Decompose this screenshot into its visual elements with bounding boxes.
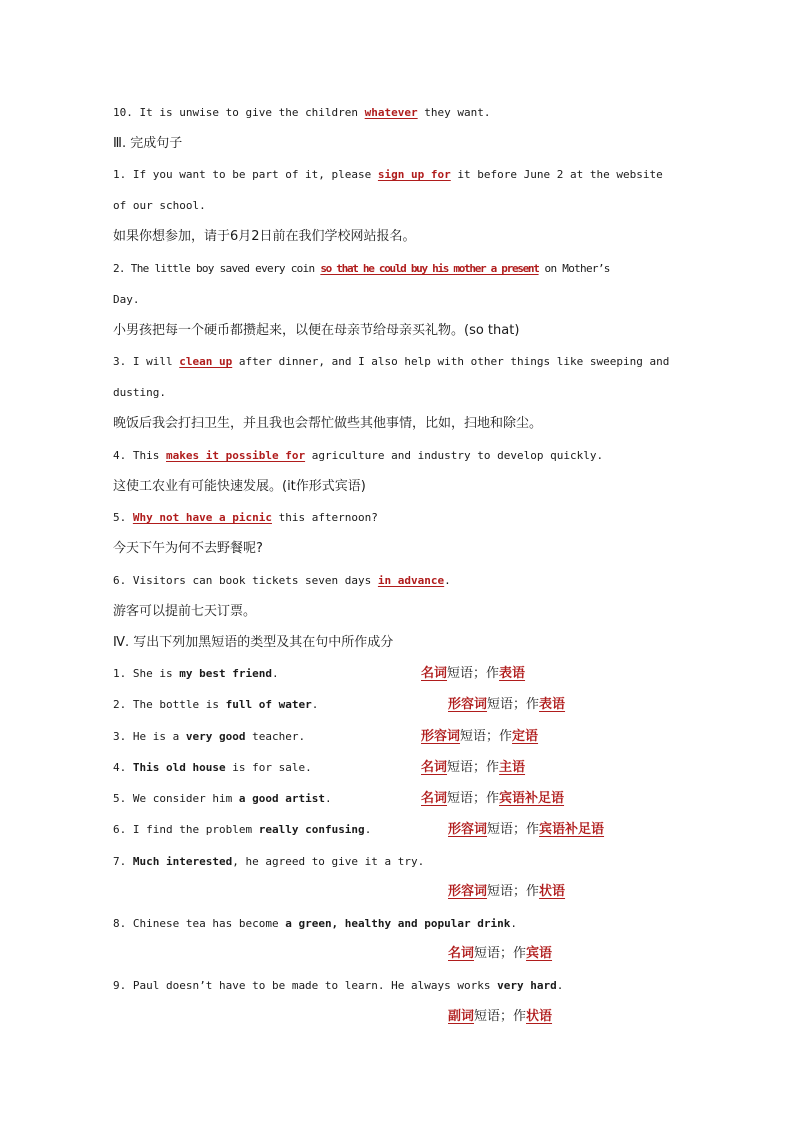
s3-item-3-zh: 晚饭后我会打扫卫生，并且我也会帮忙做些其他事情，比如，扫地和除尘。 <box>113 416 543 431</box>
s3-item-5-zh: 今天下午为何不去野餐呢? <box>113 541 263 556</box>
s4-item-9-answer <box>448 1009 552 1025</box>
bold-phrase: very hard <box>497 979 557 992</box>
item-number: 4. <box>113 449 127 462</box>
section-4-title: Ⅳ. 写出下列加黑短语的类型及其在句中所作成分 <box>113 635 394 650</box>
phrase-role: 表语 <box>539 697 566 712</box>
s4-item-5 <box>113 791 694 807</box>
exercise-item-10 <box>113 105 694 121</box>
sentence-text: It is unwise to give the children <box>139 106 359 119</box>
s4-item-7-answer <box>448 884 565 900</box>
answer-suffix: 短语；作 <box>447 791 500 806</box>
phrase-type: 副词 <box>448 1009 475 1024</box>
answer-text: so that he could buy his mother a present <box>320 262 539 275</box>
sentence-text: is for sale. <box>232 761 312 774</box>
item-number: 5. <box>113 792 127 805</box>
bold-phrase: a green, healthy and popular drink <box>285 917 511 930</box>
sentence-text: on Mother’s <box>544 262 610 275</box>
phrase-role: 宾语补足语 <box>499 791 565 806</box>
s3-item-4 <box>113 448 694 464</box>
answer-suffix: 短语；作 <box>474 1009 527 1024</box>
bold-phrase: full of water <box>225 698 312 711</box>
sentence-text: She is <box>132 667 173 680</box>
item-number: 2. <box>113 698 127 711</box>
s3-item-2-cont: Day. <box>113 293 140 306</box>
sentence-text: agriculture and industry to develop quickly. <box>311 449 604 462</box>
sentence-text: after dinner, and I also help with other things like sweeping and <box>238 355 670 368</box>
s4-item-2-answer <box>448 697 565 713</box>
s4-item-4-answer <box>421 760 525 776</box>
item-number: 9. <box>113 979 127 992</box>
s3-item-1-zh: 如果你想参加，请于6月2日前在我们学校网站报名。 <box>113 229 416 244</box>
answer-suffix: 短语；作 <box>474 946 527 961</box>
answer-suffix: 短语；作 <box>487 884 540 899</box>
sentence-text: . <box>556 979 564 992</box>
s4-item-6 <box>113 822 694 838</box>
item-number: 3. <box>113 355 127 368</box>
sentence-text: . <box>364 823 372 836</box>
answer-suffix: 短语；作 <box>447 760 500 775</box>
s4-item-6-answer <box>448 822 604 838</box>
sentence-text: . <box>444 574 451 587</box>
sentence-text: We consider him <box>132 792 233 805</box>
phrase-role: 状语 <box>526 1009 553 1024</box>
item-number: 6. <box>113 574 127 587</box>
bold-phrase: my best friend <box>179 667 272 680</box>
sentence-text: this afternoon? <box>278 511 378 524</box>
phrase-type: 形容词 <box>448 822 488 837</box>
sentence-text: He is a <box>132 730 180 743</box>
section-3-title: Ⅲ. 完成句子 <box>113 136 183 151</box>
phrase-role: 主语 <box>499 760 526 775</box>
answer-text: sign up for <box>377 168 451 181</box>
phrase-role: 表语 <box>499 666 526 681</box>
phrase-type: 形容词 <box>448 884 488 899</box>
sentence-text: . <box>324 792 332 805</box>
phrase-type: 形容词 <box>448 697 488 712</box>
s3-item-5 <box>113 510 694 526</box>
s4-item-9 <box>113 978 694 994</box>
item-number: 4. <box>113 761 127 774</box>
s4-item-1 <box>113 666 694 682</box>
s4-item-3-answer <box>421 729 538 745</box>
answer-text: Why not have a picnic <box>132 511 272 524</box>
bold-phrase: really confusing <box>258 823 365 836</box>
sentence-text: I find the problem <box>132 823 253 836</box>
s4-item-2 <box>113 697 694 713</box>
sentence-text: they want. <box>424 106 491 119</box>
sentence-text: teacher. <box>252 730 306 743</box>
answer-text: in advance <box>377 574 445 587</box>
s4-item-8 <box>113 916 694 932</box>
phrase-type: 形容词 <box>421 729 461 744</box>
s3-item-1-cont: of our school. <box>113 199 206 212</box>
sentence-text: The bottle is <box>132 698 219 711</box>
item-number: 5. <box>113 511 127 524</box>
s3-item-3 <box>113 354 694 370</box>
s4-item-4 <box>113 760 694 776</box>
s4-item-8-answer <box>448 946 552 962</box>
sentence-text: it before June 2 at the website <box>457 168 663 181</box>
sentence-text: . <box>271 667 279 680</box>
answer-suffix: 短语；作 <box>460 729 513 744</box>
s3-item-6-zh: 游客可以提前七天订票。 <box>113 604 257 619</box>
phrase-type: 名词 <box>421 760 448 775</box>
sentence-text: The little boy saved every coin <box>130 262 315 275</box>
phrase-role: 定语 <box>512 729 539 744</box>
s3-item-1 <box>113 167 694 183</box>
answer-suffix: 短语；作 <box>487 697 540 712</box>
answer-suffix: 短语；作 <box>487 822 540 837</box>
item-number: 2. <box>113 262 125 275</box>
item-number: 8. <box>113 917 127 930</box>
item-number: 7. <box>113 855 127 868</box>
bold-phrase: a good artist <box>238 792 325 805</box>
s3-item-4-zh: 这使工农业有可能快速发展。(it作形式宾语) <box>113 479 366 494</box>
phrase-role: 宾语 <box>526 946 553 961</box>
bold-phrase: Much interested <box>132 855 233 868</box>
sentence-text: Paul doesn’t have to be made to learn. He always works <box>132 979 491 992</box>
bold-phrase: very good <box>185 730 246 743</box>
sentence-text: Visitors can book tickets seven days <box>132 574 372 587</box>
s3-item-2 <box>113 261 694 277</box>
s3-item-6 <box>113 573 694 589</box>
item-number: 1. <box>113 168 127 181</box>
sentence-text: If you want to be part of it, please <box>132 168 372 181</box>
phrase-type: 名词 <box>421 791 448 806</box>
item-number: 10. <box>113 106 133 119</box>
answer-text: makes it possible for <box>166 449 306 462</box>
phrase-type: 名词 <box>421 666 448 681</box>
answer-text: whatever <box>364 106 418 119</box>
phrase-type: 名词 <box>448 946 475 961</box>
sentence-text: I will <box>132 355 173 368</box>
item-number: 1. <box>113 667 127 680</box>
s4-item-7 <box>113 854 694 870</box>
sentence-text: This <box>132 449 160 462</box>
bold-phrase: This old house <box>132 761 226 774</box>
phrase-role: 宾语补足语 <box>539 822 605 837</box>
phrase-role: 状语 <box>539 884 566 899</box>
answer-suffix: 短语；作 <box>447 666 500 681</box>
s4-item-5-answer <box>421 791 564 807</box>
s3-item-3-cont: dusting. <box>113 386 166 399</box>
s3-item-2-zh: 小男孩把每一个硬币都攒起来，以便在母亲节给母亲买礼物。(so that) <box>113 323 520 338</box>
sentence-text: . <box>311 698 319 711</box>
s4-item-1-answer <box>421 666 525 682</box>
answer-text: clean up <box>179 355 233 368</box>
item-number: 3. <box>113 730 127 743</box>
sentence-text: , he agreed to give it a try. <box>232 855 425 868</box>
s4-item-3 <box>113 729 694 745</box>
sentence-text: . <box>510 917 517 930</box>
item-number: 6. <box>113 823 127 836</box>
sentence-text: Chinese tea has become <box>132 917 279 930</box>
